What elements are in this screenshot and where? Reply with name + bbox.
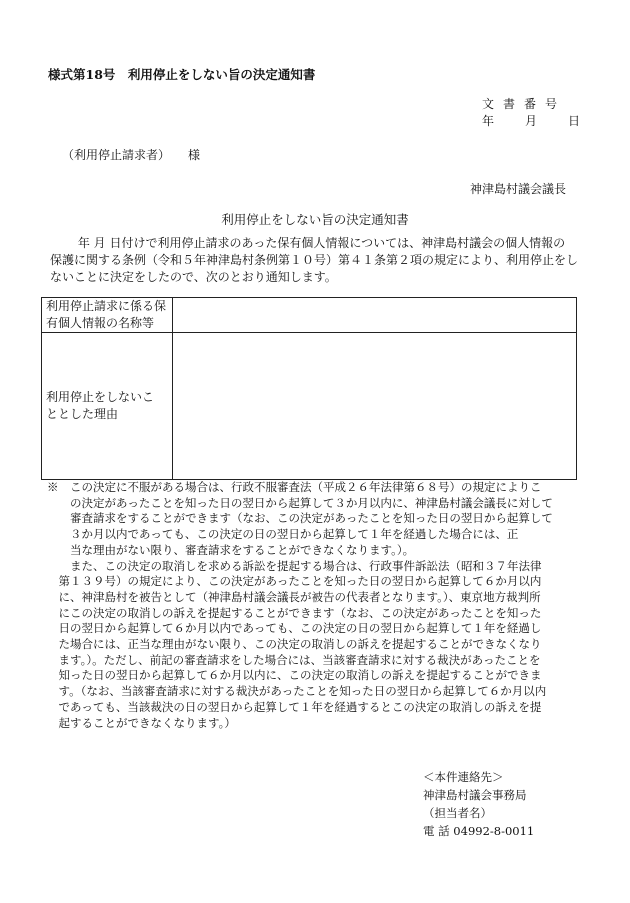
- table-row: [42, 333, 577, 480]
- note-line: にこの決定の取消しの訴えを提起することができます（なお、この決定があったことを知った: [47, 605, 542, 620]
- date-day: 日: [567, 114, 580, 128]
- date-line: [482, 112, 580, 129]
- info-name-label: [42, 298, 173, 333]
- body-line: 年 月 日付けで利用停止請求のあった保有個人情報については、神津島村議会の個人情報の: [50, 236, 566, 250]
- note-line: であっても、当該裁決の日の翌日から起算して１年を経過するとこの決定の取消しの訴えを提: [47, 699, 542, 714]
- note-line: 日の翌日から起算して６か月以内であっても、この決定の日の翌日から起算して１年を経過し: [47, 621, 542, 636]
- note-line: 審査請求をすることができます（なお、この決定があったことを知った日の翌日から起算して: [47, 511, 553, 526]
- reason-value: [173, 333, 577, 480]
- label-line: ととした理由: [46, 407, 119, 421]
- label-line: 有個人情報の名称等: [46, 316, 155, 330]
- body-line: 保護に関する条例（令和５年神津島村条例第１０号）第４１条第２項の規定により、利用停止をし: [50, 253, 579, 267]
- note-line: また、この決定の取消しを求める訴訟を提起する場合は、行政事件訴訟法（昭和３７年法律: [47, 558, 542, 573]
- note-line: 起することができなくなります。）: [47, 715, 236, 730]
- info-table: [41, 297, 577, 480]
- body-line: ないことに決定をしたので、次のとおり通知します。: [50, 270, 337, 284]
- appeal-note: [47, 480, 587, 731]
- contact-heading: ＜本件連絡先＞: [423, 770, 504, 784]
- sender: 神津島村議会議長: [470, 182, 567, 196]
- note-line: の決定があったことを知った日の翌日から起算して３か月以内に、神津島村議会議長に対して: [47, 495, 553, 510]
- note-line: ３か月以内であっても、この決定の日の翌日から起算して１年を経過した場合には、正: [47, 527, 519, 542]
- reason-label: [42, 333, 173, 480]
- note-line: 知った日の翌日から起算して６か月以内に、この決定の取消しの訴えを提起することができま: [47, 668, 542, 683]
- document-title: 利用停止をしない旨の決定通知書: [221, 212, 409, 227]
- document-number-label: 文書番号: [482, 97, 567, 111]
- note-line: に、神津島村を被告として（神津島村議会議長が被告の代表者となります。）、東京地方裁判所: [47, 589, 541, 604]
- contact-person: （担当者名）: [423, 806, 492, 820]
- recipient-honorific: 様: [188, 148, 201, 162]
- contact-block: [423, 768, 534, 840]
- form-number: 様式第18号 利用停止をしない旨の決定通知書: [48, 67, 316, 82]
- body-paragraph: [50, 235, 580, 286]
- label-line: 利用停止をしないこ: [46, 390, 155, 404]
- date-year: 年: [482, 114, 495, 128]
- table-row: [42, 298, 577, 333]
- label-line: 利用停止請求に係る保: [46, 299, 167, 313]
- note-line: 第１３９号）の規定により、この決定があったことを知った日の翌日から起算して６か月以内: [47, 574, 542, 589]
- date-month: 月: [524, 114, 537, 128]
- note-line: た場合には、正当な理由がない限り、この決定の取消しの訴えを提起することができなくなり: [47, 637, 542, 652]
- contact-office: 神津島村議会事務局: [423, 788, 527, 802]
- note-line: 当な理由がない限り、審査請求をすることができなくなります。）。: [47, 542, 415, 557]
- recipient-label: （利用停止請求者）: [62, 148, 171, 162]
- contact-phone: 電 話 04992-8-0011: [423, 824, 535, 838]
- note-line: す。（なお、当該審査請求に対する裁決があったことを知った日の翌日から起算して６か月以内: [47, 684, 547, 699]
- note-line: ※ この決定に不服がある場合は、行政不服審査法（平成２６年法律第６８号）の規定によりこ: [47, 480, 542, 494]
- note-line: ます。）。ただし、前記の審査請求をした場合には、当該審査請求に対する裁決があったことを: [47, 652, 541, 667]
- info-name-value: [173, 298, 577, 333]
- recipient: [62, 146, 200, 163]
